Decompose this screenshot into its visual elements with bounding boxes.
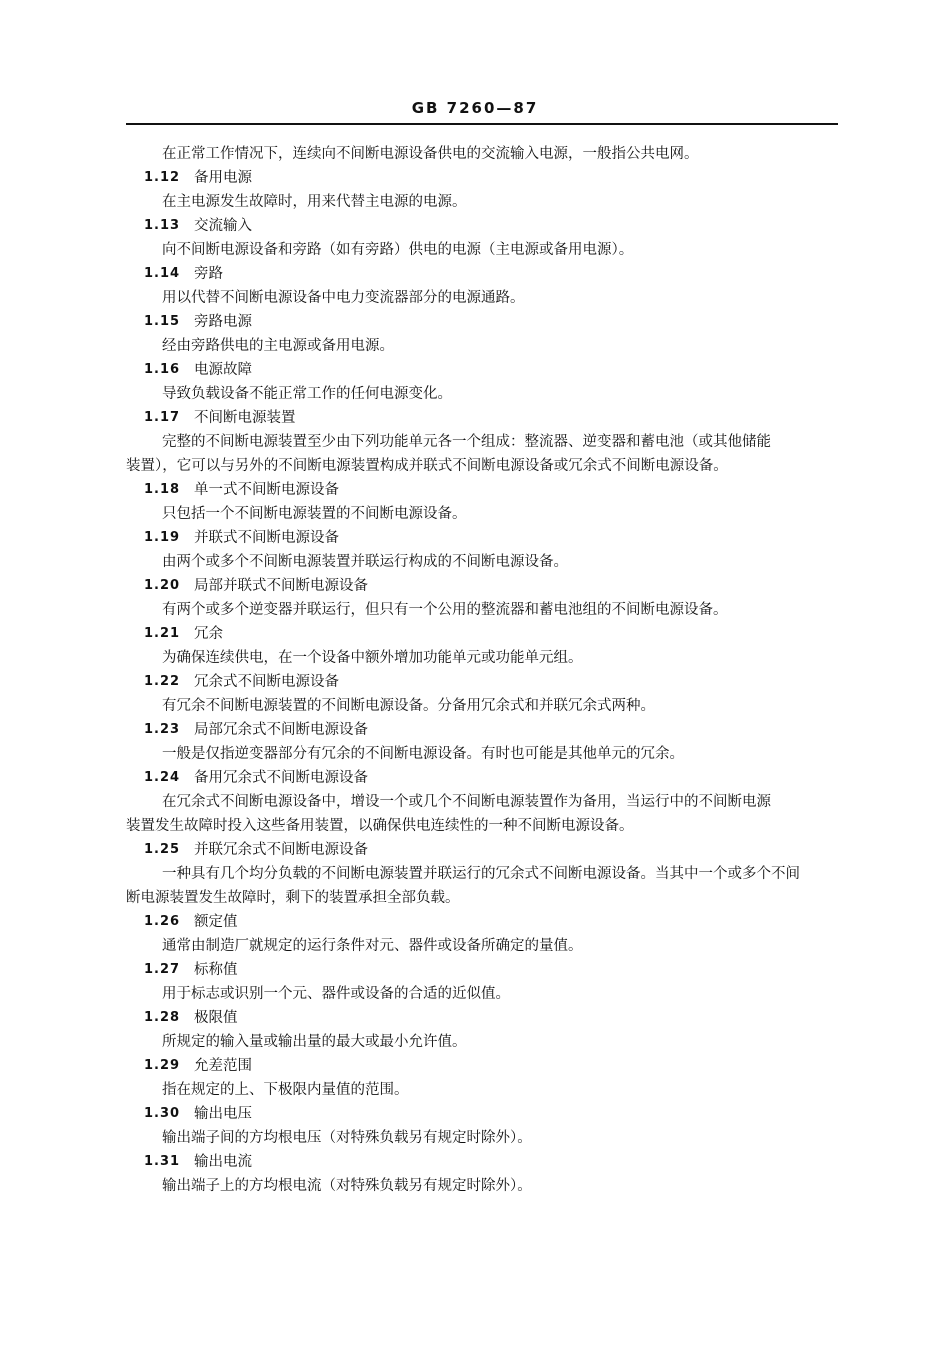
term-definition: 断电源装置发生故障时，剩下的装置承担全部负载。 — [126, 890, 460, 906]
term-number: 1.31 — [144, 1154, 181, 1169]
term-definition: 完整的不间断电源装置至少由下列功能单元各一个组成：整流器、逆变器和蓄电池（或其他储能 — [162, 434, 771, 450]
term-definition: 经由旁路供电的主电源或备用电源。 — [162, 338, 394, 354]
term-heading — [126, 1006, 838, 1030]
term-heading — [126, 910, 838, 934]
term-definition: 用于标志或识别一个元、器件或设备的合适的近似值。 — [162, 986, 510, 1002]
term-number: 1.24 — [144, 770, 181, 785]
term-number: 1.30 — [144, 1106, 181, 1121]
term-heading — [126, 526, 838, 550]
term-definition: 由两个或多个不间断电源装置并联运行构成的不间断电源设备。 — [162, 554, 568, 570]
term-label: 额定值 — [194, 914, 238, 930]
term-number: 1.23 — [144, 722, 181, 737]
term-number: 1.12 — [144, 170, 181, 185]
term-heading — [126, 1102, 838, 1126]
term-label: 输出电压 — [194, 1106, 252, 1122]
term-heading — [126, 1150, 838, 1174]
header-rule — [126, 123, 838, 125]
term-heading — [126, 262, 838, 286]
term-label: 冗余式不间断电源设备 — [194, 674, 339, 690]
term-label: 局部并联式不间断电源设备 — [194, 578, 368, 594]
term-definition: 装置），它可以与另外的不间断电源装置构成并联式不间断电源设备或冗余式不间断电源设备。 — [126, 458, 728, 474]
term-heading — [126, 622, 838, 646]
term-number: 1.18 — [144, 482, 181, 497]
term-heading — [126, 166, 838, 190]
term-definition: 向不间断电源设备和旁路（如有旁路）供电的电源（主电源或备用电源）。 — [162, 242, 634, 258]
term-number: 1.28 — [144, 1010, 181, 1025]
term-definition: 指在规定的上、下极限内量值的范围。 — [162, 1082, 409, 1098]
intro-paragraph: 在正常工作情况下，连续向不间断电源设备供电的交流输入电源，一般指公共电网。 — [162, 146, 699, 162]
term-heading — [126, 406, 838, 430]
term-number: 1.15 — [144, 314, 181, 329]
term-definition: 为确保连续供电，在一个设备中额外增加功能单元或功能单元组。 — [162, 650, 583, 666]
term-number: 1.16 — [144, 362, 181, 377]
term-label: 备用冗余式不间断电源设备 — [194, 770, 368, 786]
document-body — [126, 142, 838, 1198]
term-label: 输出电流 — [194, 1154, 252, 1170]
term-heading — [126, 478, 838, 502]
term-number: 1.19 — [144, 530, 181, 545]
term-definition: 有冗余不间断电源装置的不间断电源设备。分备用冗余式和并联冗余式两种。 — [162, 698, 655, 714]
term-definition: 通常由制造厂就规定的运行条件对元、器件或设备所确定的量值。 — [162, 938, 583, 954]
term-label: 极限值 — [194, 1010, 238, 1026]
term-number: 1.17 — [144, 410, 181, 425]
term-label: 不间断电源装置 — [194, 410, 296, 426]
term-label: 单一式不间断电源设备 — [194, 482, 339, 498]
term-label: 交流输入 — [194, 218, 252, 234]
term-heading — [126, 670, 838, 694]
term-label: 电源故障 — [194, 362, 252, 378]
term-heading — [126, 838, 838, 862]
term-definition: 只包括一个不间断电源装置的不间断电源设备。 — [162, 506, 467, 522]
term-label: 局部冗余式不间断电源设备 — [194, 722, 368, 738]
term-heading — [126, 718, 838, 742]
term-number: 1.21 — [144, 626, 181, 641]
term-heading — [126, 214, 838, 238]
term-definition: 在冗余式不间断电源设备中，增设一个或几个不间断电源装置作为备用，当运行中的不间断电源 — [162, 794, 771, 810]
page-header-doc-id: GB 7260—87 — [411, 99, 539, 117]
term-definition: 有两个或多个逆变器并联运行，但只有一个公用的整流器和蓄电池组的不间断电源设备。 — [162, 602, 728, 618]
term-definition: 用以代替不间断电源设备中电力变流器部分的电源通路。 — [162, 290, 525, 306]
term-label: 允差范围 — [194, 1058, 252, 1074]
term-number: 1.13 — [144, 218, 181, 233]
term-heading — [126, 574, 838, 598]
term-definition: 一般是仅指逆变器部分有冗余的不间断电源设备。有时也可能是其他单元的冗余。 — [162, 746, 684, 762]
term-number: 1.29 — [144, 1058, 181, 1073]
term-label: 备用电源 — [194, 170, 252, 186]
term-definition: 输出端子间的方均根电压（对特殊负载另有规定时除外）。 — [162, 1130, 532, 1146]
term-number: 1.14 — [144, 266, 181, 281]
term-definition: 装置发生故障时投入这些备用装置，以确保供电连续性的一种不间断电源设备。 — [126, 818, 634, 834]
term-label: 标称值 — [194, 962, 238, 978]
term-number: 1.22 — [144, 674, 181, 689]
term-heading — [126, 766, 838, 790]
term-label: 并联式不间断电源设备 — [194, 530, 339, 546]
term-definition: 一种具有几个均分负载的不间断电源装置并联运行的冗余式不间断电源设备。当其中一个或多个不间 — [162, 866, 800, 882]
term-number: 1.26 — [144, 914, 181, 929]
term-label: 冗余 — [194, 626, 223, 642]
term-heading — [126, 358, 838, 382]
term-heading — [126, 310, 838, 334]
term-label: 旁路 — [194, 266, 223, 282]
term-definition: 在主电源发生故障时，用来代替主电源的电源。 — [162, 194, 467, 210]
term-heading — [126, 958, 838, 982]
term-number: 1.25 — [144, 842, 181, 857]
term-number: 1.20 — [144, 578, 181, 593]
term-heading — [126, 1054, 838, 1078]
term-number: 1.27 — [144, 962, 181, 977]
term-label: 并联冗余式不间断电源设备 — [194, 842, 368, 858]
term-definition: 导致负载设备不能正常工作的任何电源变化。 — [162, 386, 452, 402]
term-definition: 所规定的输入量或输出量的最大或最小允许值。 — [162, 1034, 467, 1050]
term-label: 旁路电源 — [194, 314, 252, 330]
term-definition: 输出端子上的方均根电流（对特殊负载另有规定时除外）。 — [162, 1178, 532, 1194]
